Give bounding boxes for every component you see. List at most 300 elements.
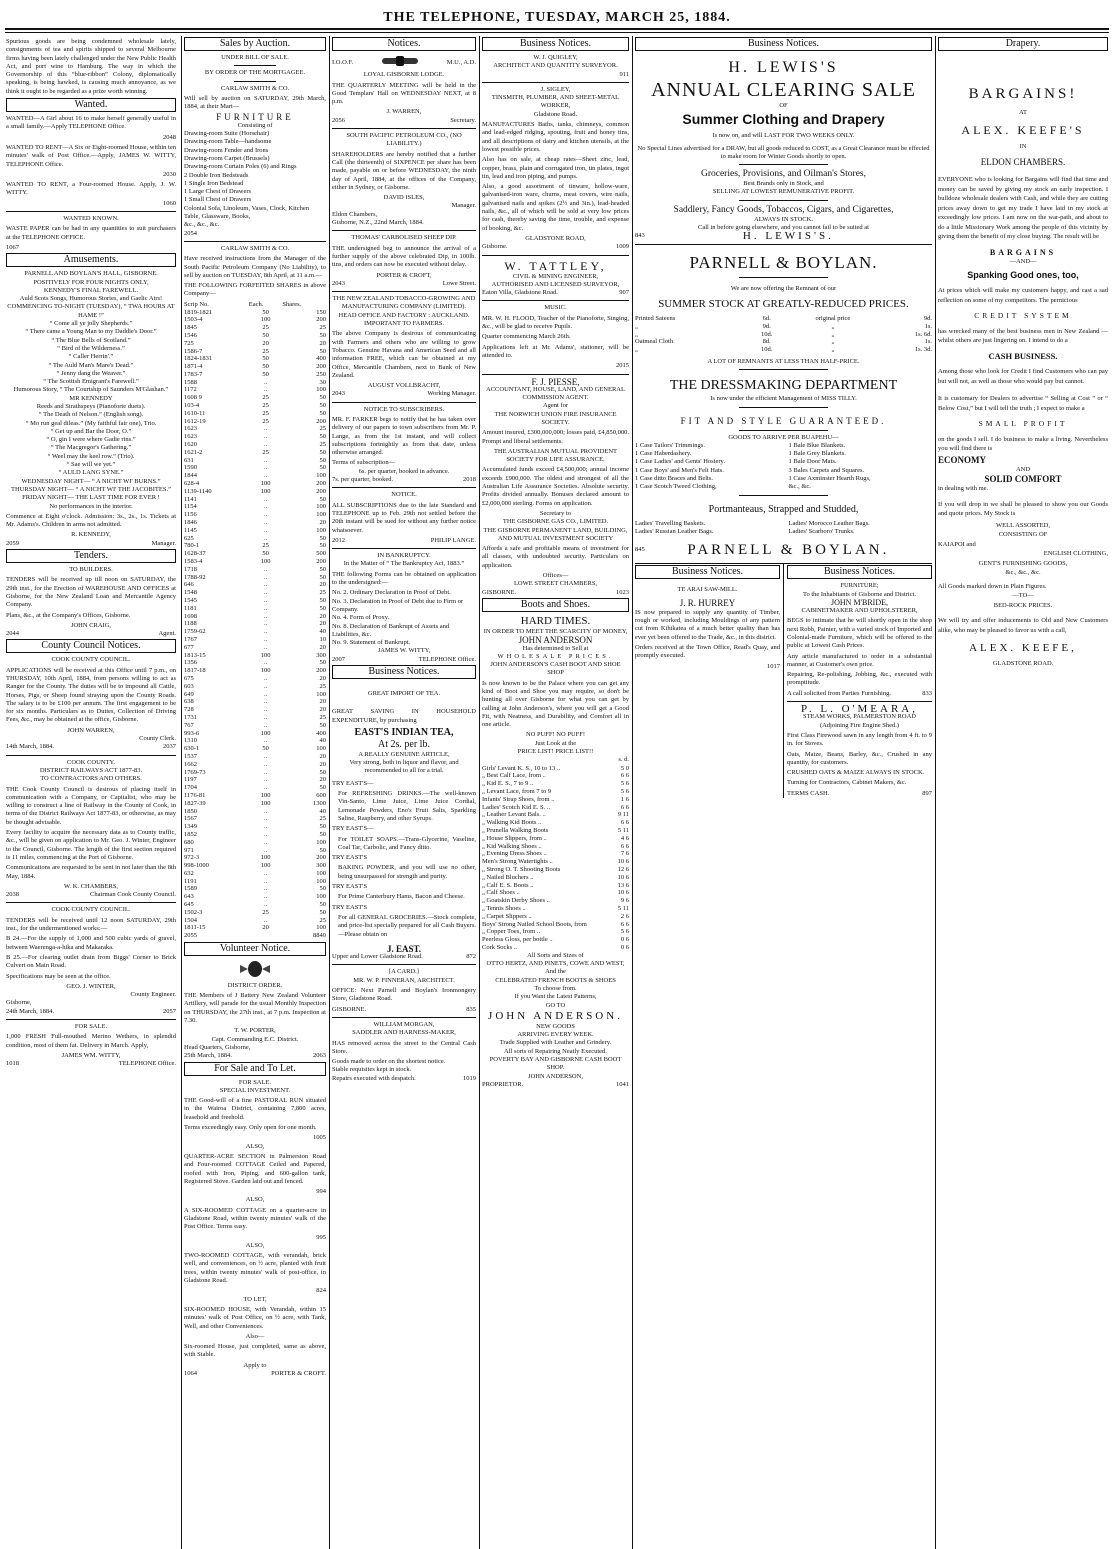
ad-text: GREAT SAVING IN HOUSEHOLD EXPENDITURE, by purchasing bbox=[332, 708, 476, 724]
table-cell: 100 bbox=[260, 667, 271, 675]
table-cell: 50 bbox=[319, 768, 326, 776]
ad-line: 7s. per quarter, booked. bbox=[332, 476, 394, 484]
list-item: “ There came a Young Man to my Daddie's Door.” bbox=[25, 328, 157, 336]
table-cell: 10 bbox=[319, 635, 326, 643]
table-cell: 100 bbox=[316, 838, 326, 846]
table-row bbox=[482, 913, 629, 921]
ad-ref: 1060 bbox=[163, 199, 176, 207]
table-cell: 1503-4 bbox=[184, 316, 203, 324]
table-cell: 40 bbox=[319, 807, 326, 815]
ad-line: To the Inhabitants of Gisborne and District. bbox=[802, 590, 917, 598]
ad-line: &c., &c., &c. bbox=[1005, 569, 1041, 576]
ad-line: CABINETMAKER AND UPHOLSTERER, bbox=[801, 607, 918, 615]
table-cell: 20 bbox=[262, 339, 269, 347]
ad-line: At 2s. per lb. bbox=[378, 738, 430, 750]
table-cell: 5 11 bbox=[617, 827, 629, 835]
table-cell: 25 bbox=[319, 682, 326, 690]
table-cell: .. bbox=[263, 815, 268, 823]
ad-title: CASH BUSINESS. bbox=[988, 350, 1058, 361]
section-header-business: Business Notices. bbox=[787, 565, 932, 579]
section-header-forsale: For Sale and To Let. bbox=[184, 1062, 326, 1076]
table-cell: 25 bbox=[319, 713, 326, 721]
table-cell: 200 bbox=[316, 487, 326, 495]
column-rule bbox=[329, 36, 330, 1549]
table-cell: 1537 bbox=[184, 752, 197, 760]
table-cell: .. bbox=[263, 386, 268, 394]
table-row bbox=[184, 597, 326, 605]
table-cell: .. bbox=[263, 721, 268, 729]
ad-signature: R. KENNEDY, bbox=[71, 531, 111, 539]
ad-ref: 2057 bbox=[163, 1007, 176, 1015]
table-cell: 150 bbox=[316, 308, 326, 316]
ad-ref: 2038 bbox=[6, 891, 19, 899]
table-row bbox=[184, 784, 326, 792]
programme-list-1 bbox=[6, 320, 176, 395]
ad-signature: T. W. PORTER, bbox=[234, 1027, 276, 1035]
table-cell: 50 bbox=[319, 542, 326, 550]
table-row bbox=[184, 667, 326, 675]
ad-text: First Class Firewood sawn in any length from 4 ft. to 9 in. for Stoves. bbox=[787, 731, 932, 748]
table-cell: .. bbox=[263, 597, 268, 604]
ad-role: County Engineer. bbox=[130, 991, 176, 999]
table-cell: 400 bbox=[316, 355, 326, 363]
table-cell: 1s. bbox=[924, 338, 932, 346]
ad-line: Upper and Lower Gladstone Road. bbox=[332, 953, 423, 961]
table-row bbox=[482, 835, 629, 843]
table-cell: 1811-15 bbox=[184, 924, 206, 932]
table-cell: 1141 bbox=[184, 495, 197, 503]
ad-line: —TO— bbox=[1012, 592, 1034, 599]
ad-title: JOHN ANDERSON bbox=[518, 635, 593, 646]
table-cell: 6 6 bbox=[620, 772, 629, 780]
table-cell: Cork Socks .. bbox=[482, 944, 518, 951]
table-cell: 50 bbox=[319, 784, 326, 792]
ad-ref: 843 bbox=[635, 232, 645, 240]
table-cell: 2 6 bbox=[620, 912, 629, 920]
list-item: 1 Bale Blue Blankets. bbox=[788, 441, 846, 449]
list-item: 2 Double Iron Bedsteads bbox=[184, 171, 249, 179]
ad-text: Plans, &c., at the Company's Offices, Gisborne. bbox=[6, 611, 131, 619]
ad-role: PROPRIETOR. bbox=[482, 1080, 524, 1088]
table-cell: 50 bbox=[319, 347, 326, 355]
table-cell: 200 bbox=[316, 480, 326, 488]
table-row bbox=[482, 796, 629, 804]
table-cell: .. bbox=[263, 760, 268, 768]
table-cell: 50 bbox=[262, 370, 269, 378]
table-cell: 25 bbox=[319, 589, 326, 597]
table-cell: 1349 bbox=[184, 823, 197, 831]
section-header-auction: Sales by Auction. bbox=[184, 37, 326, 51]
ad-ref: 1023 bbox=[616, 588, 629, 596]
table-cell: 100 bbox=[316, 893, 326, 901]
ad-line: GENT'S FURNISHING GOODS, bbox=[978, 559, 1068, 567]
ad-text: Amount insured, £300,000,000; losses paid, £4,850,000. Prompt and liberal settlements. bbox=[482, 429, 629, 445]
table-cell: 1788-92 bbox=[184, 573, 206, 581]
list-item: 1 Bale Door Mats. bbox=[788, 458, 837, 466]
table-cell: 25 bbox=[262, 542, 269, 550]
table-cell: 1548 bbox=[184, 589, 197, 597]
table-cell: original price bbox=[815, 314, 851, 322]
column-3 bbox=[332, 36, 476, 1549]
ad-line: Consisting of bbox=[237, 121, 273, 129]
table-row bbox=[184, 893, 326, 901]
ad-line: POVERTY BAY AND GISBORNE CASH BOOT SHOP. bbox=[489, 1056, 622, 1072]
ad-line: TO CONTRACTORS AND OTHERS. bbox=[40, 775, 142, 783]
ad-date: Gisborne, N.Z., 22nd March, 1884. bbox=[332, 219, 424, 227]
table-row bbox=[184, 558, 326, 566]
table-row bbox=[184, 878, 326, 886]
ad-line: LOWE STREET CHAMBERS, bbox=[513, 580, 598, 588]
table-cell: 100 bbox=[316, 472, 326, 480]
table-cell: 100 bbox=[316, 690, 326, 698]
ad-line: JOHN ANDERSON'S CASH BOOT AND SHOE SHOP bbox=[490, 661, 621, 677]
table-cell: 25 bbox=[262, 347, 269, 355]
ad-line: CIVIL & MINING ENGINEER, bbox=[512, 272, 599, 280]
ad-text: THE Good-will of a fine PASTORAL RUN situated in the Wairoa District, containing 7,800 acres, leasehold and freehold. bbox=[184, 1097, 326, 1121]
table-cell: 40 bbox=[319, 737, 326, 745]
list-item: No. 9. Statement of Bankrupt. bbox=[332, 639, 411, 647]
ad-title: ALSO, bbox=[245, 1241, 265, 1249]
ad-text: Is now known to be the Palace where you can get any kind of Boot and Shoe you may require, so don't be hunting all over Gisborne for what you can get by calling at John Anderson's, where you will get a Good Fit, with Neatness, and Durability, and Comfort all in one article. bbox=[482, 679, 629, 729]
table-cell: 1589 bbox=[184, 885, 197, 893]
table-cell: 25 bbox=[319, 441, 326, 449]
list-item: 1 Small Chest of Drawers bbox=[184, 196, 252, 204]
table-row bbox=[184, 589, 326, 597]
table-cell: „ Carpet Slippers .. bbox=[482, 912, 532, 920]
table-row bbox=[184, 309, 326, 317]
ad-title: H. LEWIS'S bbox=[728, 59, 839, 76]
table-row bbox=[184, 839, 326, 847]
table-cell: „ bbox=[635, 330, 638, 338]
table-cell: „ Best Calf Lace, from .. bbox=[482, 772, 546, 780]
ad-signature: JAMES W. WITTY, bbox=[377, 647, 431, 655]
masthead-rule bbox=[5, 28, 1109, 33]
table-cell: 40 bbox=[319, 628, 326, 636]
ad-signature: JOHN WARREN, bbox=[67, 726, 115, 734]
list-item: “ Weel may the keel row.” (Trio). bbox=[47, 452, 135, 460]
table-cell: 100 bbox=[316, 869, 326, 877]
list-item-heading: TRY EAST'S— bbox=[332, 825, 374, 833]
ad-text: Applications left at Mr. Adams', stationer, will be attended to. bbox=[482, 343, 629, 359]
ad-ref: 2044 bbox=[6, 630, 19, 638]
table-cell: 728 bbox=[184, 706, 194, 714]
list-item: “ The Blue Bells of Scotland.” bbox=[51, 336, 131, 344]
table-row bbox=[184, 605, 326, 613]
table-row bbox=[184, 675, 326, 683]
table-row bbox=[184, 402, 326, 410]
table-row bbox=[184, 394, 326, 402]
ad-title: BARGAINS bbox=[989, 247, 1057, 257]
table-cell: Printed Sateens bbox=[635, 314, 676, 322]
table-row bbox=[184, 722, 326, 730]
ad-ref: 2048 bbox=[163, 133, 176, 141]
table-cell: „ Kid E. S., 7 to 9 .. bbox=[482, 780, 534, 788]
table-cell: .. bbox=[263, 885, 268, 893]
table-cell: „ House Slippers, from .. bbox=[482, 834, 547, 842]
table-row bbox=[184, 737, 326, 745]
table-cell: 1191 bbox=[184, 877, 197, 885]
table-cell: 10 6 bbox=[617, 858, 629, 866]
ad-title: DISTRICT ORDER. bbox=[227, 981, 283, 989]
table-row bbox=[635, 346, 932, 354]
ad-text: Oats, Maize, Beans, Barley, &c., Crushed in any quantity, for customers. bbox=[787, 750, 932, 766]
ad-text: Among those who look for Credit I find Customers who can pay but will not, as well as those who would pay but cannot. bbox=[938, 368, 1108, 385]
ad-text: THE following Forms can be obtained on application to the undersigned:— bbox=[332, 570, 476, 587]
ad-title: NOTICE. bbox=[391, 491, 417, 499]
table-row bbox=[184, 730, 326, 738]
table-cell: .. bbox=[263, 534, 268, 542]
section-header-notices: Notices. bbox=[332, 37, 476, 51]
column-2 bbox=[184, 36, 326, 1549]
ad-role: Chairman Cook County Council. bbox=[90, 891, 176, 899]
table-cell: 50 bbox=[319, 331, 326, 339]
table-row bbox=[184, 761, 326, 769]
table-cell: 100 bbox=[260, 487, 271, 495]
table-row bbox=[184, 924, 326, 932]
ad-title: THOMAS' CARBOLISED SHEEP DIP. bbox=[351, 234, 457, 242]
table-cell: 1817-18 bbox=[184, 667, 206, 675]
table-row bbox=[482, 827, 629, 835]
table-row bbox=[184, 683, 326, 691]
table-cell: 30 bbox=[319, 378, 326, 386]
ad-line: Apply to bbox=[243, 1361, 267, 1369]
table-row bbox=[184, 753, 326, 761]
table-cell: .. bbox=[263, 581, 268, 589]
table-cell: 1176-81 bbox=[184, 791, 206, 799]
list-item: BAKING POWDER, and you will use no other, being unsurpassed for strength and purity. bbox=[338, 864, 476, 880]
table-row bbox=[184, 698, 326, 706]
ad-line: Call in before going elsewhere, and you cannot fail to be suited at bbox=[698, 224, 869, 232]
table-cell: 1s. 3d. bbox=[914, 346, 932, 354]
ad-line: CONSISTING OF bbox=[998, 531, 1048, 538]
table-cell: .. bbox=[263, 807, 268, 815]
table-cell: 9 11 bbox=[617, 811, 629, 819]
ad-text: Any article manufactured to order in a substantial manner, at Customer's own price. bbox=[787, 652, 932, 668]
table-row bbox=[184, 574, 326, 582]
table-cell: 1704 bbox=[184, 784, 197, 792]
ad-text: Accumulated funds exceed £4,500,000; annual income exceeds £900,000. The oldest and strongest of all the Australian Life Assurance Societies. Absolute security. Profits divided annually. Bonuses declared amount to £2,000,000 sterling. Forms on application. bbox=[482, 466, 629, 507]
table-cell: .. bbox=[263, 495, 268, 503]
ad-date: 24th March, 1884. bbox=[6, 1007, 55, 1015]
table-row bbox=[184, 379, 326, 387]
ad-title: ALSO, bbox=[245, 1142, 265, 1150]
shares-table bbox=[184, 301, 326, 933]
ad-text: WANTED TO RENT—A Six or Eight-roomed House, within ten minutes' walk of Post Office.—Apply, JAMES W. WITTY, TELEPHONE Office. bbox=[6, 143, 176, 168]
ad-text: Quarter commencing March 26th. bbox=[482, 333, 571, 341]
ad-title: MR. W. P. FINNERAN, ARCHITECT. bbox=[353, 976, 455, 984]
table-cell: 300 bbox=[316, 862, 326, 870]
section-header-wanted: Wanted. bbox=[6, 98, 176, 112]
ad-ref: 2043 bbox=[332, 279, 345, 287]
ad-line: THE GISBORNE GAS CO., LIMITED. bbox=[502, 518, 609, 526]
table-cell: 646 bbox=[184, 581, 194, 589]
table-cell: 200 bbox=[316, 363, 326, 371]
table-cell: 20 bbox=[319, 674, 326, 682]
ad-title: ELDON CHAMBERS. bbox=[980, 157, 1066, 167]
table-cell: „ bbox=[635, 322, 638, 330]
divider bbox=[6, 211, 176, 212]
table-cell: 8d. bbox=[762, 338, 771, 346]
table-row bbox=[184, 909, 326, 917]
table-cell: „ Nailed Bluchers .. bbox=[482, 873, 534, 881]
table-cell: 1181 bbox=[184, 604, 197, 612]
table-row bbox=[184, 745, 326, 753]
table-cell: 100 bbox=[316, 511, 326, 519]
section-header-drapery: Drapery. bbox=[938, 37, 1108, 51]
table-row bbox=[184, 441, 326, 449]
table-cell: Girls' Levant K. S., 10 to 13 .. bbox=[482, 764, 561, 772]
list-item: “ O, gin I were where Gadie rins.” bbox=[46, 436, 136, 444]
list-item: 1 Case Tailors' Trimmings. bbox=[635, 441, 705, 449]
list-item: For all GENERAL GROCERIES.—Stock complete, and price-list specially prepared for all Cash Buyers.—Please obtain on bbox=[338, 913, 476, 938]
table-cell: 1502-3 bbox=[184, 908, 203, 916]
column-rule bbox=[935, 36, 936, 1549]
ad-text: OFFICE: Next Parnell and Boylan's Ironmongery Store, Gladstone Road. bbox=[332, 987, 476, 1003]
ad-ref: 2012 bbox=[332, 536, 345, 544]
table-row bbox=[184, 480, 326, 488]
table-row bbox=[184, 503, 326, 511]
list-item: Colonial Sofa, Linoleum, Vases, Clock, Kitchen Table, Glassware, Books, bbox=[184, 204, 309, 221]
table-cell: 993-6 bbox=[184, 729, 200, 737]
table-cell: 1504 bbox=[184, 916, 197, 924]
table-cell: .. bbox=[263, 737, 268, 745]
list-item: No. 8. Declaration of Bankrupt of Assets and Liabilities, &c. bbox=[332, 622, 450, 638]
table-cell: 631 bbox=[184, 456, 194, 464]
table-cell: 12 6 bbox=[617, 866, 629, 874]
table-cell: 103-4 bbox=[184, 402, 200, 410]
ad-line: NO PUFF! NO PUFF! bbox=[525, 731, 586, 739]
ad-ref: 1064 bbox=[184, 1370, 197, 1378]
ad-signature: PORTER & CROFT. bbox=[271, 1370, 326, 1378]
ad-line: AT bbox=[1019, 109, 1027, 116]
table-cell: .. bbox=[263, 838, 268, 846]
list-item: “ Caller Herrin'.” bbox=[68, 353, 114, 361]
ad-line: PRICE LIST! PRICE LIST!! bbox=[517, 748, 594, 756]
table-cell: .. bbox=[263, 823, 268, 831]
list-item: “ The Macgregor's Gathering.” bbox=[50, 444, 132, 452]
table-cell: 6 6 bbox=[620, 842, 629, 850]
ad-title: J. SIGLEY, bbox=[540, 85, 571, 93]
table-cell: 50 bbox=[319, 830, 326, 838]
table-cell: .. bbox=[263, 589, 268, 597]
table-row bbox=[184, 901, 326, 909]
ad-text: MR. W. H. FLOOD, Teacher of the Pianoforte, Singing, &c., will be glad to receive Pupils. bbox=[482, 314, 629, 331]
table-cell: „ bbox=[831, 330, 835, 338]
ad-title: FURNITURE bbox=[216, 112, 294, 123]
bags-list-left bbox=[635, 520, 779, 537]
ad-line: in dealing with me. bbox=[938, 485, 989, 492]
table-cell: 50 bbox=[262, 331, 269, 339]
table-cell: 100 bbox=[260, 862, 271, 870]
table-cell: 20 bbox=[319, 698, 326, 706]
table-cell: 1845 bbox=[184, 324, 197, 332]
ad-title: CARLAW SMITH & CO. bbox=[220, 84, 290, 92]
ad-line: Gladstone Road. bbox=[533, 110, 578, 118]
table-header: Shares. bbox=[282, 300, 302, 308]
table-cell: 200 bbox=[316, 667, 326, 675]
table-row bbox=[184, 862, 326, 870]
table-row bbox=[184, 316, 326, 324]
section-header-tenders: Tenders. bbox=[6, 549, 176, 563]
ad-title: NOTICE TO SUBSCRIBERS. bbox=[363, 405, 445, 413]
ad-place: Head Quarters, Gisborne, bbox=[184, 1043, 251, 1051]
table-cell: 50 bbox=[319, 409, 326, 417]
table-cell: „ Copper Toes, from .. bbox=[482, 928, 541, 936]
list-item: Drawing-room Suite (Horsehair) bbox=[184, 130, 270, 138]
ad-line: OF bbox=[779, 102, 788, 109]
list-item: Ladies' Scarboro' Trunks. bbox=[788, 527, 855, 535]
table-cell: .. bbox=[263, 713, 268, 721]
ad-line: TERMS CASH. bbox=[787, 789, 830, 797]
ad-title: CARLAW SMITH & CO. bbox=[220, 244, 290, 252]
ad-role: Capt. Commanding E.C. District. bbox=[211, 1035, 299, 1043]
table-row bbox=[184, 433, 326, 441]
table-cell: 50 bbox=[262, 363, 269, 371]
table-cell: 1145 bbox=[184, 526, 197, 534]
table-cell: .. bbox=[263, 612, 268, 620]
table-cell: 50 bbox=[319, 394, 326, 402]
table-row bbox=[184, 823, 326, 831]
ad-place: Gisborne, bbox=[6, 999, 32, 1007]
ad-text: Six-roomed House, just completed, same as above, with Stable. bbox=[184, 1343, 326, 1359]
ad-place: GISBORNE. bbox=[482, 588, 517, 596]
ad-signature: GEO. J. WINTER, bbox=[66, 982, 116, 990]
table-cell: 50 bbox=[319, 901, 326, 909]
table-row bbox=[184, 332, 326, 340]
table-cell: 1759-62 bbox=[184, 628, 206, 636]
table-cell: 100 bbox=[316, 877, 326, 885]
table-cell: 100 bbox=[316, 386, 326, 394]
ad-line: WELL ASSORTED, bbox=[996, 521, 1050, 529]
ad-title: THE DRESSMAKING DEPARTMENT bbox=[669, 378, 898, 394]
table-cell: 100 bbox=[316, 745, 326, 753]
ad-text: Every facility to acquire the necessary data as to County traffic, &c., will be given on application to Mr. Geo. J. Winter, Engineer to the Council, Gisborne. The length of the first section required is 11 miles, commencing at the Port of Gisborne. bbox=[6, 829, 176, 861]
ad-line: No performances in the interior. bbox=[49, 502, 133, 510]
table-cell: 4 6 bbox=[620, 834, 629, 842]
ad-text: on the goods I sell. I do business to make a living. Nevertheless you will find there is bbox=[938, 435, 1108, 452]
table-cell: .. bbox=[263, 378, 268, 386]
table-cell: 649 bbox=[184, 690, 194, 698]
table-cell: 20 bbox=[319, 760, 326, 768]
ad-line: Auld Scots Songs, Humorous Stories, and Gaelic Airs! bbox=[19, 295, 163, 303]
ad-text: At prices which will make my customers happy, and cast a sad reflection on some of my competitors. The pernicious bbox=[938, 287, 1108, 304]
list-item: Drawing-room Table—handsome bbox=[184, 138, 272, 146]
table-row bbox=[184, 636, 326, 644]
table-cell: 20 bbox=[319, 519, 326, 527]
ad-line: Just Look at the bbox=[534, 739, 577, 747]
table-row bbox=[184, 800, 326, 808]
table-cell: 9d. bbox=[762, 322, 771, 330]
ad-role: Secretary. bbox=[450, 116, 476, 124]
table-cell: 1621-2 bbox=[184, 448, 203, 456]
table-cell: 625 bbox=[184, 534, 194, 542]
table-cell: Ladies' Scotch Kid E. S. .. bbox=[482, 803, 551, 811]
table-cell: 1s. 6d. bbox=[914, 330, 932, 338]
ad-signature: PHILIP LANGE. bbox=[430, 536, 476, 544]
ad-text: EVERYONE who is looking for Bargains will find that time and money can be saved by giving my stock an early inspection. I bulldoze wholesale dealers with Cash, and while they are cutting prices away down to get my trade I have laid in my stock at exceedingly low prices. I am now on the war-path, and about to do a little Missionary Work among the people of this vicinity by giving them the benefit of my close buying. The result will be bbox=[938, 176, 1108, 240]
table-row bbox=[184, 340, 326, 348]
ad-title: SUMMER STOCK AT GREATLY-REDUCED PRICES. bbox=[658, 297, 909, 310]
table-row bbox=[184, 659, 326, 667]
list-item: “ Jenny dang the Weaver.” bbox=[56, 369, 126, 377]
list-item: 1 Case Axminster Hearth Rugs, bbox=[788, 475, 871, 483]
ad-title: Portmanteaus, Strapped and Studded, bbox=[708, 503, 859, 515]
table-cell: 1590 bbox=[184, 464, 197, 472]
table-row bbox=[635, 338, 932, 346]
ad-line: CELEBRATED FRENCH BOOTS & SHOES bbox=[495, 976, 616, 984]
table-cell: 50 bbox=[262, 550, 269, 558]
ad-line: FRIDAY NIGHT— THE LAST TIME FOR EVER ! bbox=[22, 494, 160, 502]
